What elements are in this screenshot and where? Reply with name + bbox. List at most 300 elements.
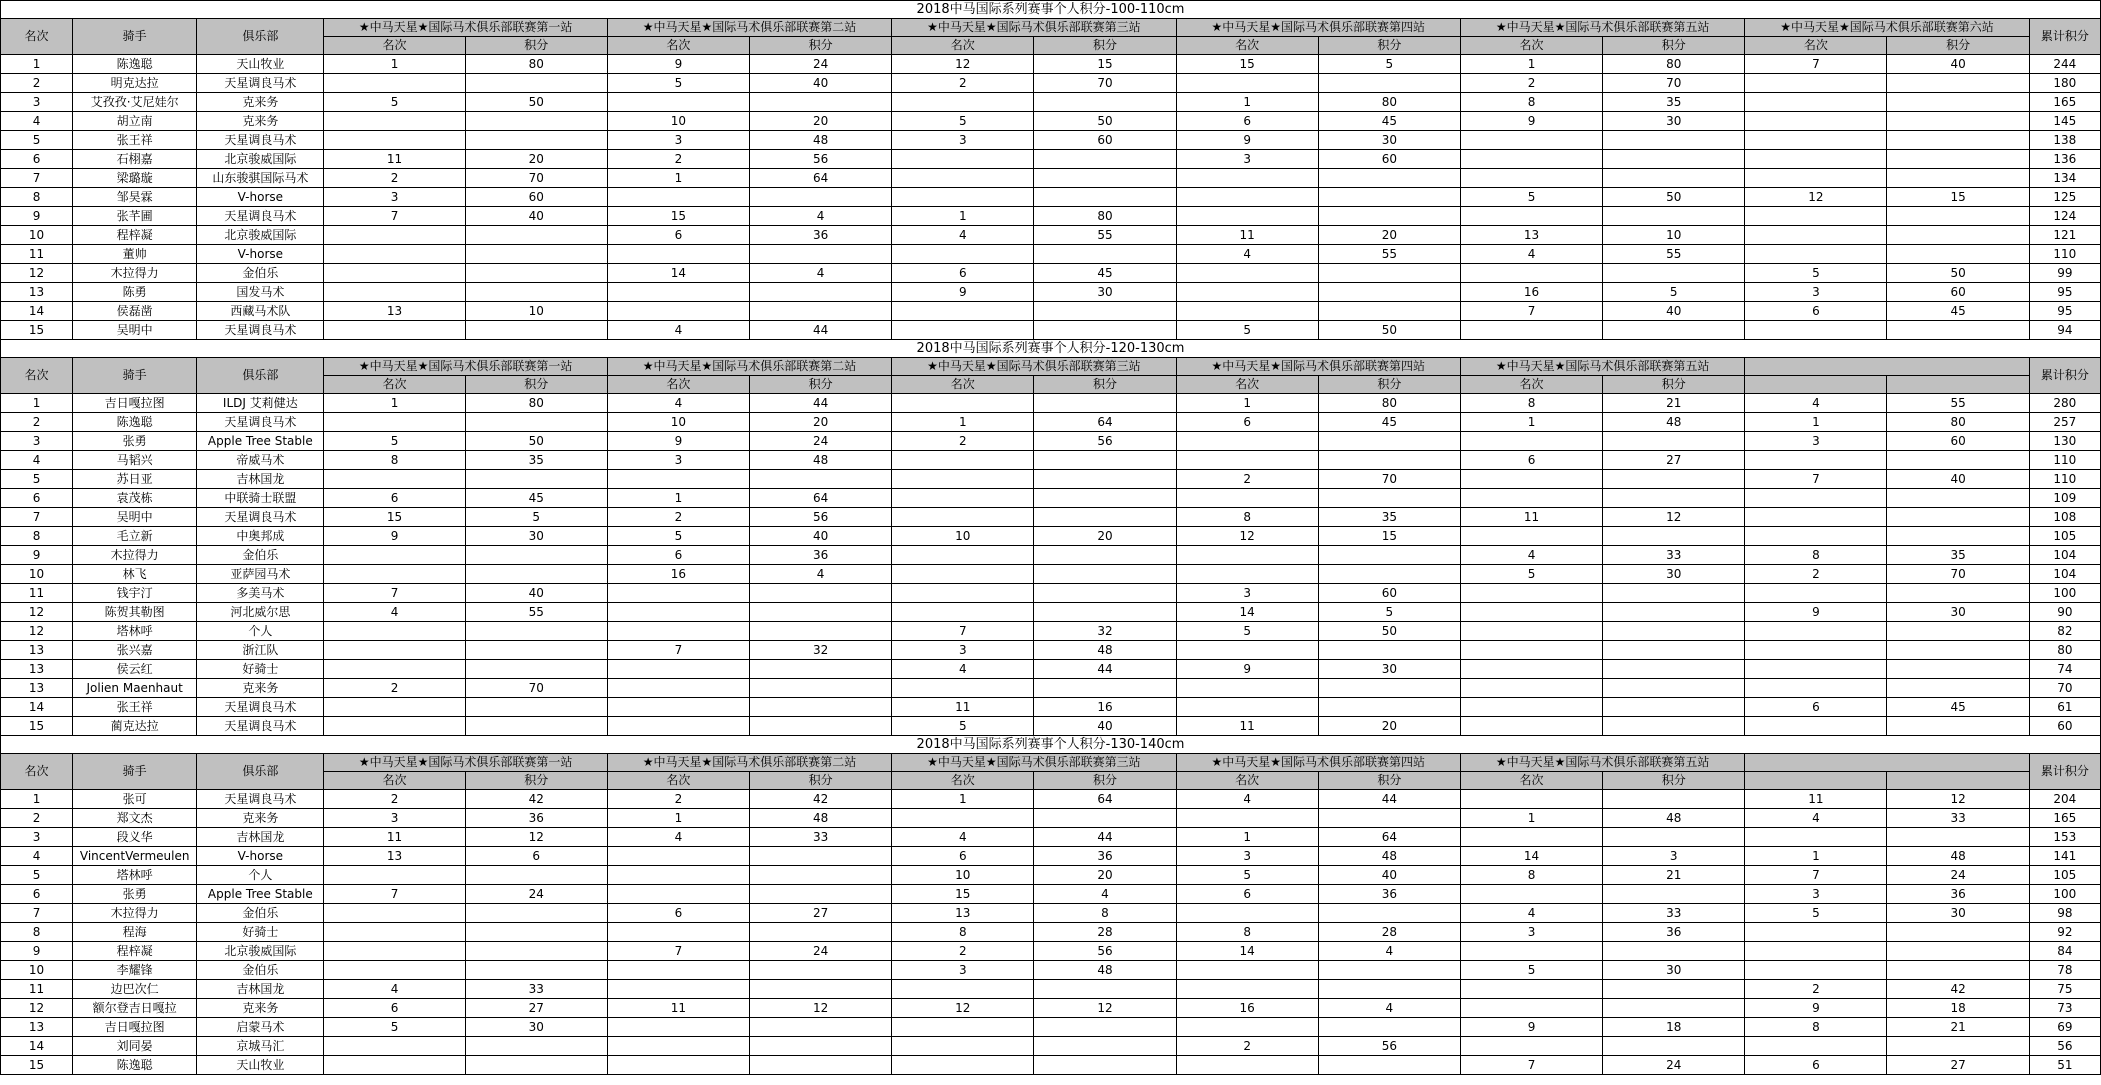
station-points-cell <box>1603 828 1745 847</box>
station-points-cell: 30 <box>1887 904 2029 923</box>
station-points-cell <box>465 641 607 660</box>
club-cell: 克来务 <box>197 809 324 828</box>
station-rank-cell <box>1176 565 1318 584</box>
station-points-cell: 56 <box>1318 1037 1460 1056</box>
station-points-cell <box>1887 150 2029 169</box>
club-cell: Apple Tree Stable <box>197 432 324 451</box>
station-rank-cell: 5 <box>1460 565 1602 584</box>
station-rank-cell <box>324 546 465 565</box>
rider-cell: 梁璐璇 <box>73 169 197 188</box>
points-subheader: 积分 <box>1034 37 1176 55</box>
table-row <box>1 1037 2101 1056</box>
station-points-cell: 60 <box>1034 131 1176 150</box>
section-title-row <box>1 340 2101 358</box>
rank-subheader: 名次 <box>1460 376 1602 394</box>
station-points-cell <box>1603 489 1745 508</box>
station-points-cell <box>465 131 607 150</box>
station-points-cell <box>1603 790 1745 809</box>
station-points-cell: 45 <box>1034 264 1176 283</box>
station-points-cell <box>1318 809 1460 828</box>
station-rank-cell <box>892 546 1034 565</box>
station-points-cell <box>465 413 607 432</box>
station-rank-cell <box>892 302 1034 321</box>
station-rank-cell: 3 <box>892 961 1034 980</box>
station-rank-cell: 4 <box>1745 394 1887 413</box>
station-rank-cell <box>607 717 749 736</box>
station-rank-cell <box>1745 93 1887 112</box>
station-points-cell <box>1034 93 1176 112</box>
station-points-cell <box>1603 622 1745 641</box>
club-cell: 克来务 <box>197 112 324 131</box>
station-rank-cell: 2 <box>892 942 1034 961</box>
station-points-cell: 40 <box>1034 717 1176 736</box>
rider-cell: 董帅 <box>73 245 197 264</box>
total-cell: 51 <box>2029 1056 2100 1075</box>
station-rank-cell <box>892 245 1034 264</box>
station-rank-cell: 1 <box>1460 809 1602 828</box>
total-cell: 98 <box>2029 904 2100 923</box>
points-subheader: 积分 <box>1034 376 1176 394</box>
rider-cell: 张芊圃 <box>73 207 197 226</box>
station-points-cell <box>1887 112 2029 131</box>
station-rank-cell <box>1460 264 1602 283</box>
station-points-cell <box>1603 679 1745 698</box>
rider-cell: 侯云红 <box>73 660 197 679</box>
station-rank-cell: 2 <box>607 150 749 169</box>
club-cell: 国发马术 <box>197 283 324 302</box>
rank-cell: 5 <box>1 470 73 489</box>
station-rank-cell <box>1745 207 1887 226</box>
station-rank-cell <box>1745 1037 1887 1056</box>
station-points-cell: 32 <box>749 641 891 660</box>
station-rank-cell: 11 <box>1460 508 1602 527</box>
station-rank-cell: 6 <box>607 226 749 245</box>
station-rank-cell <box>1176 1018 1318 1037</box>
station-points-cell: 20 <box>1318 717 1460 736</box>
station-points-cell: 45 <box>465 489 607 508</box>
station-rank-cell <box>324 131 465 150</box>
club-cell: 北京骏威国际 <box>197 150 324 169</box>
station-points-cell <box>1034 451 1176 470</box>
station-points-cell <box>1603 207 1745 226</box>
station-points-cell: 60 <box>1318 584 1460 603</box>
table-row <box>1 885 2101 904</box>
station-points-cell <box>1034 565 1176 584</box>
station-header: ★中马天星★国际马术俱乐部联赛第五站 <box>1460 754 1744 772</box>
station-points-cell: 40 <box>465 584 607 603</box>
station-rank-cell <box>607 93 749 112</box>
station-points-cell: 80 <box>1887 413 2029 432</box>
station-rank-cell: 6 <box>324 489 465 508</box>
station-points-cell: 5 <box>1318 55 1460 74</box>
station-points-cell: 48 <box>1034 961 1176 980</box>
station-rank-cell: 5 <box>1745 264 1887 283</box>
station-points-cell: 56 <box>749 150 891 169</box>
station-rank-cell <box>607 660 749 679</box>
station-points-cell: 48 <box>1887 847 2029 866</box>
station-points-cell <box>1034 980 1176 999</box>
rider-cell: 马韬兴 <box>73 451 197 470</box>
station-points-cell: 18 <box>1887 999 2029 1018</box>
station-points-cell: 55 <box>1034 226 1176 245</box>
station-rank-cell <box>607 866 749 885</box>
station-points-cell <box>1034 489 1176 508</box>
club-cell: 启蒙马术 <box>197 1018 324 1037</box>
station-points-cell: 60 <box>1318 150 1460 169</box>
station-rank-cell: 8 <box>1460 866 1602 885</box>
station-rank-cell: 4 <box>1176 790 1318 809</box>
station-points-cell: 44 <box>1034 828 1176 847</box>
station-rank-cell <box>1745 923 1887 942</box>
station-points-cell: 20 <box>1034 866 1176 885</box>
rank-cell: 12 <box>1 622 73 641</box>
points-subheader: 积分 <box>1603 37 1745 55</box>
station-rank-cell: 4 <box>892 226 1034 245</box>
total-cell: 56 <box>2029 1037 2100 1056</box>
station-points-cell: 3 <box>1603 847 1745 866</box>
station-rank-cell <box>607 885 749 904</box>
table-row <box>1 866 2101 885</box>
section-title-row <box>1 1 2101 19</box>
rider-cell: 程梓凝 <box>73 226 197 245</box>
station-points-cell <box>749 470 891 489</box>
total-header: 累计积分 <box>2029 358 2100 394</box>
station-rank-cell <box>1745 74 1887 93</box>
station-points-cell <box>1318 961 1460 980</box>
rider-cell: 林飞 <box>73 565 197 584</box>
station-rank-cell: 10 <box>607 112 749 131</box>
club-cell: 帝威马术 <box>197 451 324 470</box>
station-rank-cell: 1 <box>1745 847 1887 866</box>
station-points-cell <box>749 961 891 980</box>
club-cell: 天星调良马术 <box>197 508 324 527</box>
station-points-cell: 4 <box>749 565 891 584</box>
station-points-cell: 20 <box>1318 226 1460 245</box>
table-row <box>1 264 2101 283</box>
station-rank-cell: 8 <box>1176 923 1318 942</box>
station-rank-cell <box>324 866 465 885</box>
section-title: 2018中马国际系列赛事个人积分-120-130cm <box>1 340 2101 358</box>
total-cell: 105 <box>2029 866 2100 885</box>
station-rank-cell: 1 <box>324 394 465 413</box>
station-points-cell <box>1603 885 1745 904</box>
station-rank-cell: 2 <box>1460 74 1602 93</box>
station-points-cell: 12 <box>749 999 891 1018</box>
station-rank-cell <box>324 904 465 923</box>
station-points-cell <box>1318 169 1460 188</box>
station-points-cell: 70 <box>465 169 607 188</box>
station-points-cell: 80 <box>1034 207 1176 226</box>
station-points-cell: 33 <box>1603 546 1745 565</box>
station-rank-cell <box>1460 885 1602 904</box>
station-points-cell <box>1034 508 1176 527</box>
station-points-cell <box>1887 923 2029 942</box>
rank-cell: 15 <box>1 717 73 736</box>
station-points-cell <box>1603 432 1745 451</box>
station-rank-cell: 1 <box>892 413 1034 432</box>
station-points-cell: 36 <box>1318 885 1460 904</box>
rider-cell: 陈贺其勒图 <box>73 603 197 622</box>
station-points-cell: 60 <box>465 188 607 207</box>
rank-subheader: 名次 <box>1176 772 1318 790</box>
station-rank-cell: 11 <box>324 828 465 847</box>
station-points-cell <box>465 112 607 131</box>
station-rank-cell: 3 <box>607 131 749 150</box>
table-row <box>1 245 2101 264</box>
rider-cell: 蔺克达拉 <box>73 717 197 736</box>
station-rank-cell: 3 <box>324 188 465 207</box>
station-points-cell <box>465 904 607 923</box>
station-points-cell: 56 <box>749 508 891 527</box>
station-points-cell: 20 <box>465 150 607 169</box>
rider-cell: 塔林呼 <box>73 866 197 885</box>
station-points-cell <box>1887 660 2029 679</box>
station-points-cell <box>465 226 607 245</box>
station-rank-cell <box>324 641 465 660</box>
station-rank-cell: 14 <box>1176 942 1318 961</box>
station-rank-cell <box>892 150 1034 169</box>
rank-cell: 15 <box>1 1056 73 1075</box>
station-points-cell: 16 <box>1034 698 1176 717</box>
station-rank-cell <box>324 226 465 245</box>
station-rank-cell <box>1460 169 1602 188</box>
rider-cell: Jolien Maenhaut <box>73 679 197 698</box>
station-header: ★中马天星★国际马术俱乐部联赛第六站 <box>1745 19 2029 37</box>
station-points-cell: 28 <box>1034 923 1176 942</box>
club-cell: 好骑士 <box>197 923 324 942</box>
station-points-cell: 80 <box>465 55 607 74</box>
station-points-cell <box>1887 641 2029 660</box>
station-rank-cell: 4 <box>607 394 749 413</box>
station-rank-cell <box>1460 980 1602 999</box>
station-rank-cell: 2 <box>892 432 1034 451</box>
station-points-cell: 45 <box>1318 413 1460 432</box>
total-cell: 110 <box>2029 451 2100 470</box>
table-row <box>1 1056 2101 1075</box>
station-rank-cell: 3 <box>1745 885 1887 904</box>
rank-subheader: 名次 <box>607 772 749 790</box>
total-cell: 110 <box>2029 470 2100 489</box>
rank-cell: 2 <box>1 74 73 93</box>
station-rank-cell: 6 <box>607 546 749 565</box>
station-points-cell: 30 <box>1318 660 1460 679</box>
club-cell: 个人 <box>197 622 324 641</box>
station-points-cell <box>1318 904 1460 923</box>
station-rank-cell: 5 <box>1176 866 1318 885</box>
station-points-cell <box>465 660 607 679</box>
rank-cell: 7 <box>1 904 73 923</box>
total-cell: 61 <box>2029 698 2100 717</box>
station-rank-cell: 13 <box>324 302 465 321</box>
rider-cell: 程海 <box>73 923 197 942</box>
station-rank-cell: 1 <box>1176 394 1318 413</box>
station-points-cell: 21 <box>1603 866 1745 885</box>
station-rank-cell <box>607 1037 749 1056</box>
station-points-cell: 24 <box>465 885 607 904</box>
rank-cell: 9 <box>1 942 73 961</box>
total-cell: 69 <box>2029 1018 2100 1037</box>
station-rank-cell: 7 <box>607 942 749 961</box>
station-header: ★中马天星★国际马术俱乐部联赛第一站 <box>324 754 607 772</box>
station-points-cell: 12 <box>1034 999 1176 1018</box>
station-points-cell: 30 <box>1034 283 1176 302</box>
total-cell: 75 <box>2029 980 2100 999</box>
station-points-cell <box>1603 321 1745 340</box>
station-points-cell <box>1318 1018 1460 1037</box>
station-rank-cell: 12 <box>1176 527 1318 546</box>
station-rank-cell: 16 <box>1460 283 1602 302</box>
club-cell: 金伯乐 <box>197 904 324 923</box>
total-cell: 95 <box>2029 283 2100 302</box>
total-cell: 105 <box>2029 527 2100 546</box>
station-rank-cell: 1 <box>1176 93 1318 112</box>
station-points-cell: 36 <box>1887 885 2029 904</box>
station-rank-cell: 7 <box>324 584 465 603</box>
station-points-cell <box>465 74 607 93</box>
rider-cell: 吉日嘎拉图 <box>73 1018 197 1037</box>
station-points-cell <box>749 980 891 999</box>
station-rank-cell <box>1176 679 1318 698</box>
station-header: ★中马天星★国际马术俱乐部联赛第二站 <box>607 358 891 376</box>
station-points-cell <box>1034 188 1176 207</box>
empty-subheader <box>1745 772 1887 790</box>
station-points-cell: 18 <box>1603 1018 1745 1037</box>
station-rank-cell <box>607 961 749 980</box>
rank-header: 名次 <box>1 358 73 394</box>
total-cell: 257 <box>2029 413 2100 432</box>
total-cell: 110 <box>2029 245 2100 264</box>
station-points-cell: 48 <box>1603 809 1745 828</box>
station-rank-cell <box>324 470 465 489</box>
station-points-cell: 5 <box>1318 603 1460 622</box>
station-points-cell: 4 <box>1034 885 1176 904</box>
station-rank-cell <box>1176 169 1318 188</box>
station-rank-cell <box>1176 546 1318 565</box>
station-rank-cell: 3 <box>607 451 749 470</box>
rank-cell: 8 <box>1 188 73 207</box>
station-rank-cell: 15 <box>607 207 749 226</box>
rider-cell: 陈逸聪 <box>73 55 197 74</box>
station-rank-cell: 7 <box>1460 1056 1602 1075</box>
club-cell: 天星调良马术 <box>197 74 324 93</box>
station-rank-cell: 5 <box>324 432 465 451</box>
station-rank-cell: 5 <box>1460 188 1602 207</box>
station-rank-cell <box>1460 527 1602 546</box>
station-points-cell: 27 <box>749 904 891 923</box>
total-cell: 204 <box>2029 790 2100 809</box>
station-points-cell: 60 <box>1887 283 2029 302</box>
station-points-cell: 44 <box>749 321 891 340</box>
total-cell: 141 <box>2029 847 2100 866</box>
station-points-cell <box>1603 169 1745 188</box>
table-row <box>1 961 2101 980</box>
total-header: 累计积分 <box>2029 754 2100 790</box>
station-rank-cell: 9 <box>1460 112 1602 131</box>
header-row <box>1 19 2101 37</box>
station-rank-cell: 9 <box>607 432 749 451</box>
station-rank-cell <box>1745 226 1887 245</box>
station-points-cell: 21 <box>1887 1018 2029 1037</box>
rank-cell: 9 <box>1 546 73 565</box>
station-points-cell: 48 <box>749 451 891 470</box>
club-cell: 中奥邦成 <box>197 527 324 546</box>
table-row <box>1 226 2101 245</box>
station-rank-cell <box>1176 641 1318 660</box>
station-rank-cell: 1 <box>1745 413 1887 432</box>
total-header: 累计积分 <box>2029 19 2100 55</box>
station-points-cell <box>465 565 607 584</box>
table-row <box>1 660 2101 679</box>
station-rank-cell <box>892 489 1034 508</box>
points-subheader: 积分 <box>465 37 607 55</box>
total-cell: 60 <box>2029 717 2100 736</box>
station-rank-cell <box>892 809 1034 828</box>
station-rank-cell: 11 <box>1745 790 1887 809</box>
points-subheader: 积分 <box>465 772 607 790</box>
station-points-cell <box>1887 961 2029 980</box>
rank-subheader: 名次 <box>1176 376 1318 394</box>
station-points-cell: 70 <box>1603 74 1745 93</box>
table-row <box>1 980 2101 999</box>
rank-cell: 13 <box>1 1018 73 1037</box>
station-rank-cell <box>1176 283 1318 302</box>
station-points-cell: 70 <box>1887 565 2029 584</box>
station-rank-cell <box>1745 584 1887 603</box>
station-points-cell: 70 <box>465 679 607 698</box>
station-header: ★中马天星★国际马术俱乐部联赛第五站 <box>1460 358 1744 376</box>
station-rank-cell <box>324 565 465 584</box>
total-cell: 100 <box>2029 885 2100 904</box>
rank-cell: 7 <box>1 169 73 188</box>
station-points-cell <box>749 1056 891 1075</box>
rank-cell: 10 <box>1 961 73 980</box>
station-points-cell: 64 <box>1034 790 1176 809</box>
rider-cell: 侯磊凿 <box>73 302 197 321</box>
station-points-cell <box>1603 698 1745 717</box>
station-points-cell <box>1318 74 1460 93</box>
station-points-cell <box>465 245 607 264</box>
rank-cell: 3 <box>1 828 73 847</box>
station-rank-cell <box>892 508 1034 527</box>
table-row <box>1 904 2101 923</box>
station-rank-cell: 12 <box>1745 188 1887 207</box>
club-cell: 山东骏骐国际马术 <box>197 169 324 188</box>
station-rank-cell <box>1745 321 1887 340</box>
station-rank-cell: 1 <box>1460 413 1602 432</box>
rank-cell: 10 <box>1 565 73 584</box>
club-cell: V-horse <box>197 188 324 207</box>
station-rank-cell <box>607 302 749 321</box>
rank-cell: 3 <box>1 432 73 451</box>
station-points-cell <box>1318 432 1460 451</box>
station-rank-cell: 10 <box>607 413 749 432</box>
station-points-cell: 5 <box>1603 283 1745 302</box>
station-points-cell: 64 <box>1318 828 1460 847</box>
station-rank-cell: 8 <box>1460 93 1602 112</box>
station-rank-cell <box>1176 207 1318 226</box>
station-points-cell: 32 <box>1034 622 1176 641</box>
station-rank-cell: 15 <box>892 885 1034 904</box>
station-rank-cell <box>607 923 749 942</box>
rank-cell: 13 <box>1 679 73 698</box>
club-cell: 天星调良马术 <box>197 717 324 736</box>
table-row <box>1 413 2101 432</box>
station-points-cell <box>1034 1018 1176 1037</box>
station-rank-cell: 6 <box>892 847 1034 866</box>
station-rank-cell: 8 <box>892 923 1034 942</box>
rider-cell: 钱宇汀 <box>73 584 197 603</box>
station-points-cell <box>1887 451 2029 470</box>
